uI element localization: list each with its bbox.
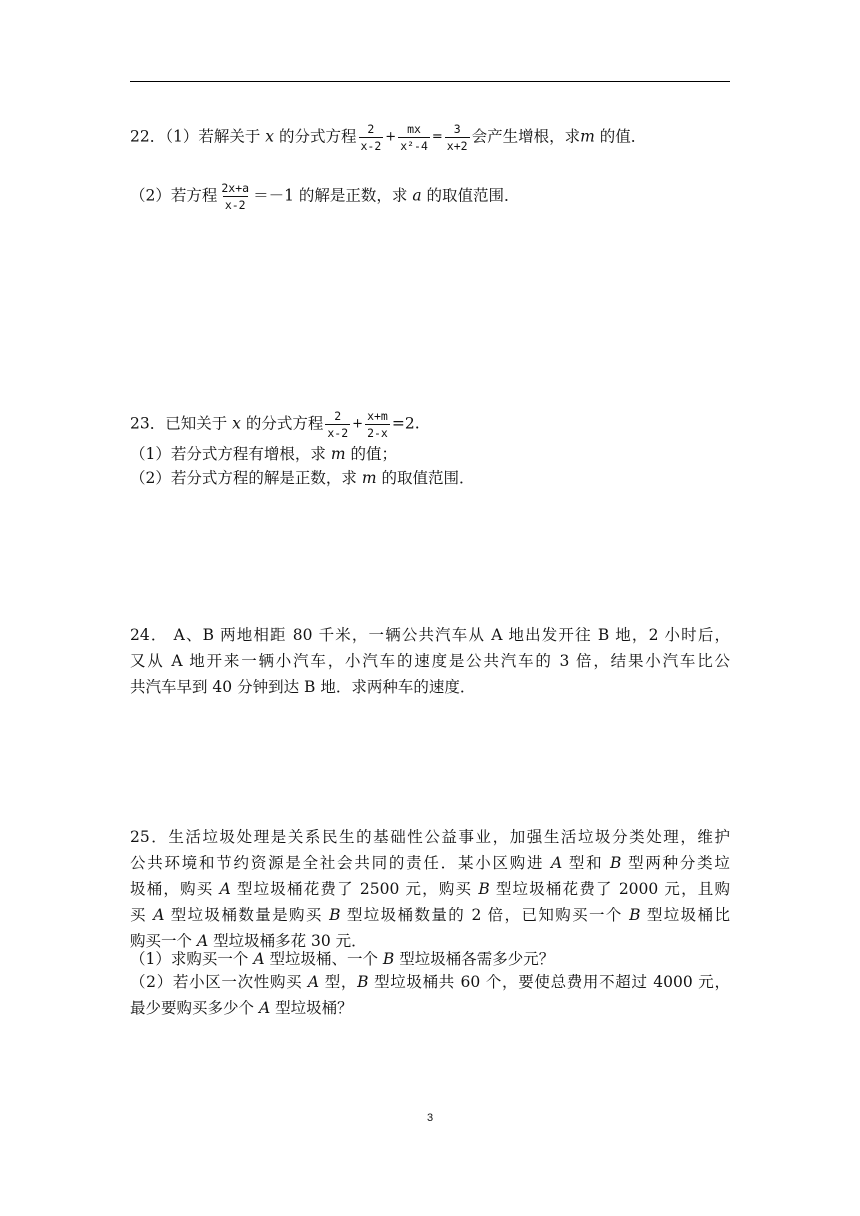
fraction: $\frac{2}{x-2}$ [360, 122, 382, 153]
q23-stem: 23．已知关于 x 的分式方程 $\frac{2}{x-2}$ + $\frac{x+m}{2-x}$ =2. [130, 409, 420, 440]
header-rule [130, 81, 730, 82]
q25-text: 25．生活垃圾处理是关系民生的基础性公益事业，加强生活垃圾分类处理，维护 公共环境和节约资源是全社会共同的责任．某小区购进 A 型和 B 型两种分类垃 圾桶，购买 A 型垃圾桶花费了 2500 元，购买 B 型垃圾桶花费了 2000 元，且购 买 A 型垃圾桶数量是购买 B 型垃圾桶数量的 2 倍，已知购买一个 B 型垃圾桶比 购买一个 A 型垃圾桶多花 30 元． [130, 828, 730, 950]
fraction: $\frac{2x+a}{x-2}$ [221, 181, 250, 212]
fraction: $\frac{3}{x+2}$ [446, 122, 468, 153]
q25-part1: （1）求购买一个 A 型垃圾桶、一个 B 型垃圾桶各需多少元？ [130, 950, 555, 968]
fraction: $\frac{2}{x-2}$ [327, 409, 349, 440]
fraction: $\frac{mx}{\text{x²-4}}$ [400, 122, 428, 153]
q22-part2: （2）若方程 $\frac{2x+a}{x-2}$ ＝－1 的解是正数，求 a 的取值范围． [130, 181, 520, 212]
q23-part2: （2）若分式方程的解是正数，求 m 的取值范围． [130, 469, 475, 487]
page-number: 3 [426, 1112, 434, 1124]
q23-part1: （1）若分式方程有增根，求 m 的值； [130, 445, 397, 463]
q22-part1: 22．（1）若解关于 x 的分式方程 $\frac{2}{x-2}$ + $\frac{mx}{\text{x²-4}}$ = $\frac{3}{x+2}$ 会产生增根，求m 的值． [130, 122, 647, 153]
q25-part2: （2）若小区一次性购买 A 型，B 型垃圾桶共 60 个，要使总费用不超过 4000 元， 最少要购买多少个 A 型垃圾桶？ [130, 973, 730, 1017]
fraction: $\frac{x+m}{2-x}$ [367, 409, 388, 440]
q24-text: 24． A、B 两地相距 80 千米，一辆公共汽车从 A 地出发开往 B 地，2 小时后， 又从 A 地开来一辆小汽车，小汽车的速度是公共汽车的 3 倍，结果小汽车比公 共汽车早到 40 分钟到达 B 地．求两种车的速度． [130, 626, 730, 696]
